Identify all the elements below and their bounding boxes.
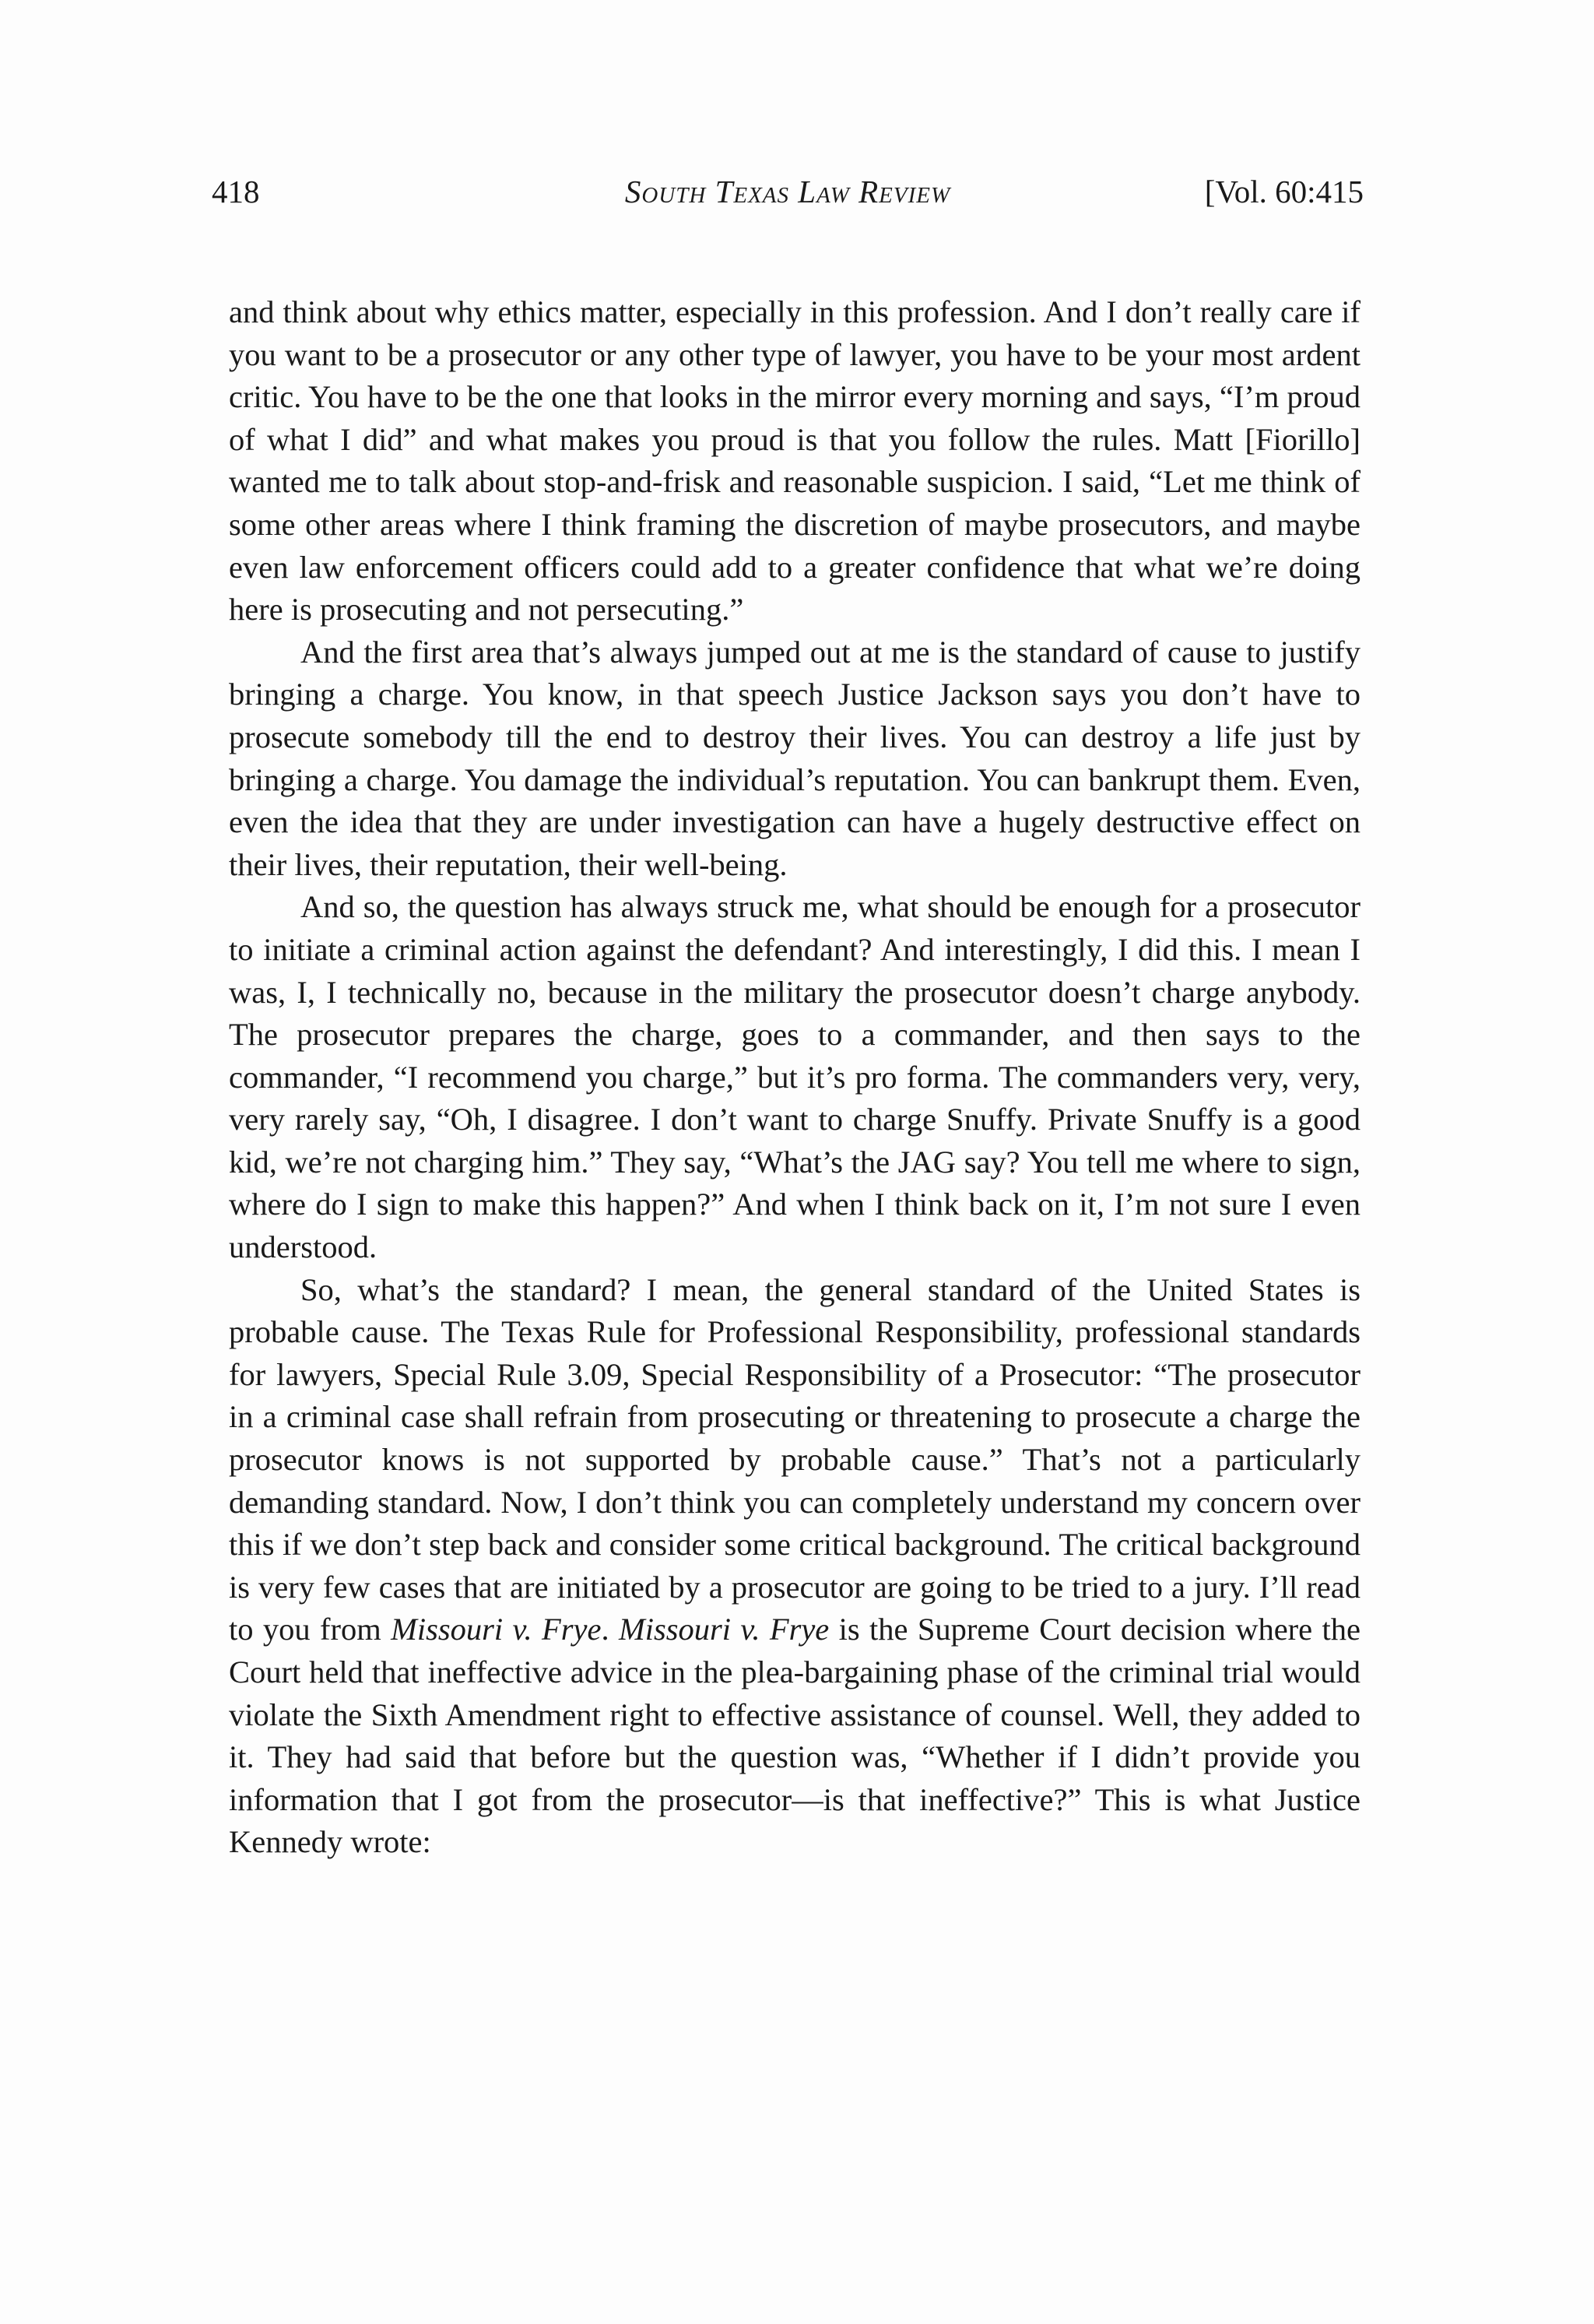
page-number: 418: [212, 174, 260, 209]
paragraph-text: So, what’s the standard? I mean, the general standard of the United States is probable cause. The Texas Rule for Professional Responsibility, professional standards for lawyers, Special Rule 3.09, Special Responsibility of a Prosecutor: “The prosecutor in a criminal case shall refrain from prosecuting or threatening to prosecute a charge the prosecutor knows is not supported by probable cause.” That’s not a particularly demanding standard. Now, I don’t think you can completely understand my concern over this if we don’t step back and consider some critical background. The critical background is very few cases that are initiated by a prosecutor are going to be tried to a jury. I’ll read to you from: [229, 1271, 1361, 1647]
paragraph-text: .: [601, 1612, 619, 1647]
case-citation: Missouri v. Frye: [618, 1612, 830, 1647]
paragraph-text: is the Supreme Court decision where the Court held that ineffective advice in the plea-bargaining phase of the criminal trial would violate the Sixth Amendment right to effective assistance of counsel. Well, they added to it. They had said that before but the question was, “Whether if I didn’t provide you information that I got from the prosecutor—is that ineffective?” This is what Justice Kennedy wrote:: [229, 1612, 1361, 1860]
body-text: [229, 291, 1361, 1864]
paragraph: [229, 1269, 1361, 1864]
paragraph: And the first area that’s always jumped out at me is the standard of cause to justify bringing a charge. You know, in that speech Justice Jackson says you don’t have to prosecute somebody till the end to destroy their lives. You can destroy a life just by bringing a charge. You damage the individual’s reputation. You can bankrupt them. Even, even the idea that they are under investigation can have a hugely destructive effect on their lives, their reputation, their well-being.: [229, 634, 1361, 882]
volume-citation: [Vol. 60:415: [1204, 174, 1364, 209]
case-citation: Missouri v. Frye: [391, 1612, 602, 1647]
journal-title: South Texas Law Review: [624, 174, 951, 209]
paragraph: and think about why ethics matter, especially in this profession. And I don’t really care if you want to be a prosecutor or any other type of lawyer, you have to be your most ardent critic. You have to be the one that looks in the mirror every morning and says, “I’m proud of what I did” and what makes you proud is that you follow the rules. Matt [Fiorillo] wanted me to talk about stop-and-frisk and reasonable suspicion. I said, “Let me think of some other areas where I think framing the discretion of maybe prosecutors, and maybe even law enforcement officers could add to a greater confidence that what we’re doing here is prosecuting and not persecuting.”: [229, 294, 1361, 628]
running-header: [212, 173, 1364, 220]
paragraph: And so, the question has always struck me, what should be enough for a prosecutor to initiate a criminal action against the defendant? And interestingly, I did this. I mean I was, I, I technically no, because in the military the prosecutor doesn’t charge anybody. The prosecutor prepares the charge, goes to a commander, and then says to the commander, “I recommend you charge,” but it’s pro forma. The commanders very, very, very rarely say, “Oh, I disagree. I don’t want to charge Snuffy. Private Snuffy is a good kid, we’re not charging him.” They say, “What’s the JAG say? You tell me where to sign, where do I sign to make this happen?” And when I think back on it, I’m not sure I even understood.: [229, 889, 1361, 1265]
